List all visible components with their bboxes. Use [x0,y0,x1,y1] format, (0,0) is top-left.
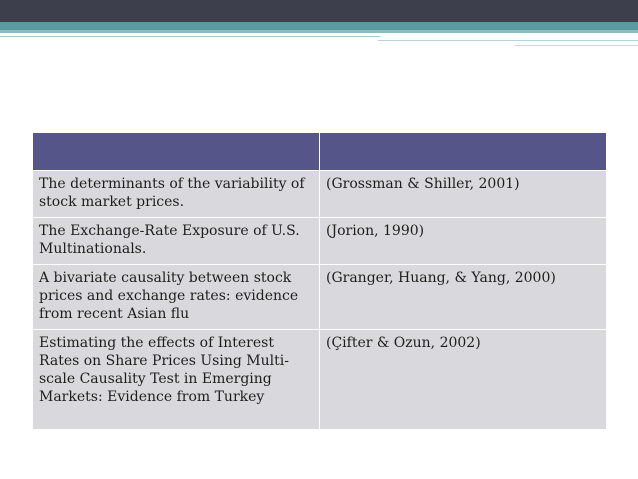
citation-cell: (Grossman & Shiller, 2001) [320,171,607,218]
paper-title-cell: A bivariate causality between stock prices and exchange rates: evidence from recent Asian flu [33,265,320,330]
table-row [33,218,607,265]
references-table [32,132,607,430]
paper-title-cell: The Exchange-Rate Exposure of U.S. Multinationals. [33,218,320,265]
table-header-row [33,133,607,171]
slide-accent-band-light [0,30,638,33]
paper-title-cell: The determinants of the variability of stock market prices. [33,171,320,218]
paper-title-cell: Estimating the effects of Interest Rates on Share Prices Using Multi-scale Causality Test in Emerging Markets: Evidence from Turkey [33,330,320,430]
table-row [33,171,607,218]
slide-accent-band [0,22,638,30]
decorative-line [0,36,380,37]
header-cell-title [33,133,320,171]
citation-cell: (Jorion, 1990) [320,218,607,265]
header-cell-citation [320,133,607,171]
decorative-line [378,40,638,41]
citation-cell: (Çifter & Ozun, 2002) [320,330,607,430]
citation-cell: (Granger, Huang, & Yang, 2000) [320,265,607,330]
slide-top-bar [0,0,638,22]
decorative-line [515,45,638,46]
table-row [33,330,607,430]
table-row [33,265,607,330]
